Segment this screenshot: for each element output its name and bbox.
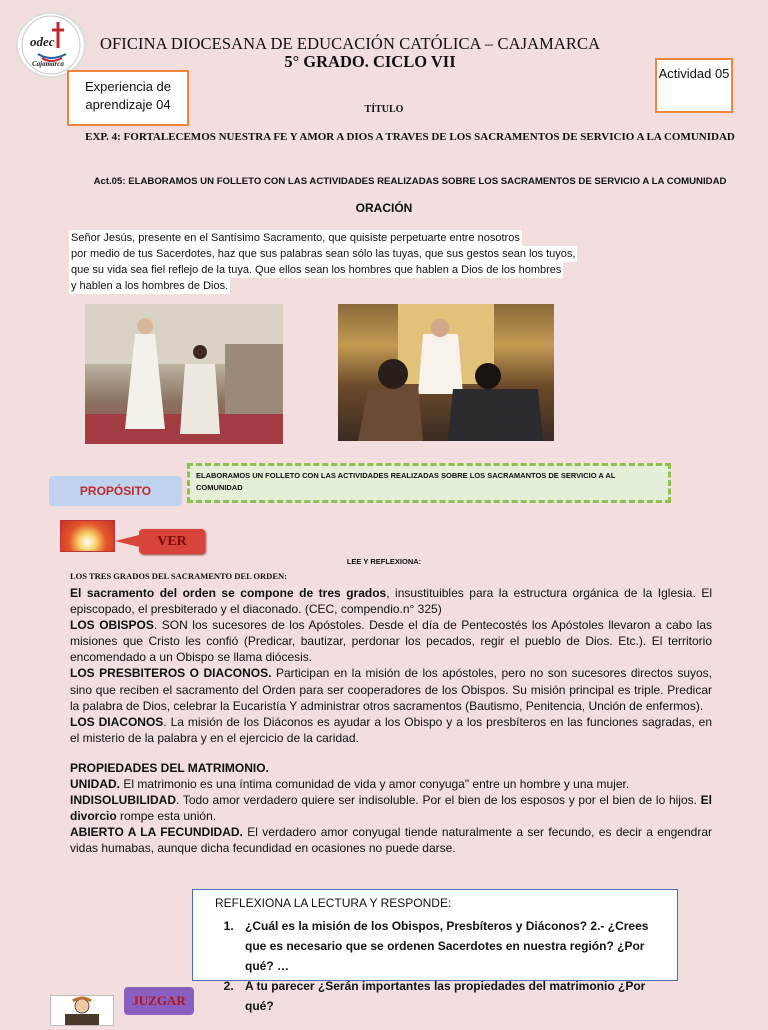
- paragraph-text: . SON los sucesores de los Apóstoles. Desde el día de Pentecostés los Apóstoles llevaron a cabo las misiones que Cristo les confió (Predicar, bautizar, perdonar los pecados, regir el pueblo de Dios. Etc.). El territorio encomendado a un Obispo se llama diócesis.: [70, 618, 712, 665]
- experiencia-box: Experiencia de aprendizaje 04: [67, 70, 189, 126]
- prayer-line: Señor Jesús, presente en el Santísimo Sacramento, que quisiste perpetuarte entre nosotros: [71, 232, 520, 244]
- judge-figure-icon: [51, 996, 113, 1025]
- paragraph: [70, 714, 712, 746]
- paragraph-text: rompe esta unión.: [116, 809, 217, 824]
- heading-text: PROPIEDADES DEL MATRIMONIO.: [70, 760, 269, 775]
- prayer-line: que su vida sea fiel reflejo de la tuya. Que ellos sean los hombres que hablen a Dios de los hombres: [71, 264, 562, 276]
- paragraph-bold: ABIERTO A LA FECUNDIDAD.: [70, 825, 243, 840]
- logo-text: odec: [30, 34, 55, 49]
- paragraph: [70, 665, 712, 713]
- wedding-photo: [338, 304, 554, 441]
- paragraph-bold: El sacramento del orden se compone de tres grados: [70, 586, 387, 600]
- paragraph: [70, 792, 712, 824]
- prayer-line: y hablen a los hombres de Dios.: [71, 280, 229, 292]
- paragraph-text: El verdadero amor conyugal tiende naturalmente a ser fecundo, es decir a engendrar vidas humabas, aunque dicha fecundidad en ocasiones no puede darse.: [70, 825, 712, 856]
- proposito-label: PROPÓSITO: [49, 476, 182, 506]
- office-title: OFICINA DIOCESANA DE EDUCACIÓN CATÓLICA – CAJAMARCA: [100, 34, 601, 53]
- paragraph-bold: INDISOLUBILIDAD: [70, 793, 176, 808]
- oracion-heading: ORACIÓN: [355, 201, 413, 215]
- paragraph: [70, 585, 712, 617]
- proposito-text: ELABORAMOS UN FOLLETO CON LAS ACTIVIDADES REALIZADAS SOBRE LOS SACRAMANTOS DE SERVICIO A AL COMUNIDAD: [196, 471, 616, 492]
- reflexiona-title: REFLEXIONA LA LECTURA Y RESPONDE:: [215, 896, 452, 910]
- judge-icon: [50, 995, 114, 1026]
- matrimonio-heading: [70, 760, 712, 776]
- activity-title: Act.05: ELABORAMOS UN FOLLETO CON LAS ACTIVIDADES REALIZADAS SOBRE LOS SACRAMENTOS DE SERVICIO A LA COMUNIDAD: [93, 176, 727, 187]
- logo-subtext: Cajamarca: [32, 60, 64, 68]
- paragraph-bold: LOS PRESBITEROS O DIACONOS.: [70, 666, 272, 681]
- odec-logo: [18, 14, 84, 76]
- actividad-box: Actividad 05: [655, 58, 733, 113]
- paragraph-text: Participan en la misión de los apóstoles, pero no son sucesores directos suyos, sino que reciben el sacramento del Orden para ser cooperadores de los Obispos. Su misión principal es triple. Predicar la palabra de Dios, celebrar la Eucaristía Y administrar otros sacramentos (Bautismo, Penitencia, Unción de enfermos).: [70, 666, 712, 713]
- paragraph-bold: LOS DIACONOS: [70, 714, 164, 729]
- experience-title: EXP. 4: FORTALECEMOS NUESTRA FE Y AMOR A DIOS A TRAVES DE LOS SACRAMENTOS DE SERVICIO A LA COMUNIDAD: [85, 131, 735, 143]
- prayer-text: [69, 230, 629, 294]
- question-item: 1. ¿Cuál es la misión de los Obispos, Presbíteros y Diáconos? 2.- ¿Crees que es necesario que se ordenen Sacerdotes en nuestra región? ¿Por qué? …: [237, 916, 667, 976]
- paragraph: [70, 824, 712, 856]
- question-list: [203, 916, 667, 1016]
- paragraph-bold: El divorcio: [70, 793, 712, 824]
- ordination-photo: [85, 304, 283, 444]
- paragraph-text: . Todo amor verdadero quiere ser indisoluble. Por el bien de los esposos y por el bien de lo hijos.: [176, 793, 701, 808]
- paragraph-bold: UNIDAD.: [70, 777, 120, 792]
- lee-reflexiona-label: LEE Y REFLEXIONA:: [346, 557, 422, 566]
- holy-spirit-icon: [60, 520, 115, 552]
- ver-button[interactable]: VER: [139, 529, 205, 554]
- paragraph-bold: LOS OBISPOS: [70, 618, 154, 633]
- grade-title: 5° GRADO. CICLO VII: [284, 52, 456, 71]
- titulo-label: TÍTULO: [364, 104, 404, 115]
- proposito-box: [187, 463, 671, 503]
- paragraph-text: . La misión de los Diáconos es ayudar a los Obispo y a los presbíteros en las funciones sagradas, en el misterio de la palabra y en el ejercicio de la caridad.: [70, 714, 713, 745]
- ordination-image: [85, 304, 283, 444]
- grados-heading: LOS TRES GRADOS DEL SACRAMENTO DEL ORDEN:: [70, 571, 287, 581]
- reading-text: [70, 585, 712, 857]
- prayer-line: por medio de tus Sacerdotes, haz que sus palabras sean sólo las tuyas, que sus gestos sean los tuyos,: [71, 248, 576, 260]
- juzgar-button[interactable]: JUZGAR: [124, 987, 194, 1015]
- paragraph: [70, 617, 712, 665]
- paragraph-text: El matrimonio es una íntima comunidad de vida y amor conyuga" entre un hombre y una mujer.: [120, 777, 630, 792]
- paragraph-text: , insustituibles para la estructura orgánica de la Iglesia. El episcopado, el presbiterado y el diaconado. (CEC, compendio.n° 325): [70, 586, 712, 617]
- paragraph: [70, 776, 712, 792]
- wedding-image: [338, 304, 554, 441]
- question-item: 2. A tu parecer ¿Serán importantes las propiedades del matrimonio ¿Por qué?: [237, 976, 667, 1016]
- reflexiona-box: [192, 889, 678, 1013]
